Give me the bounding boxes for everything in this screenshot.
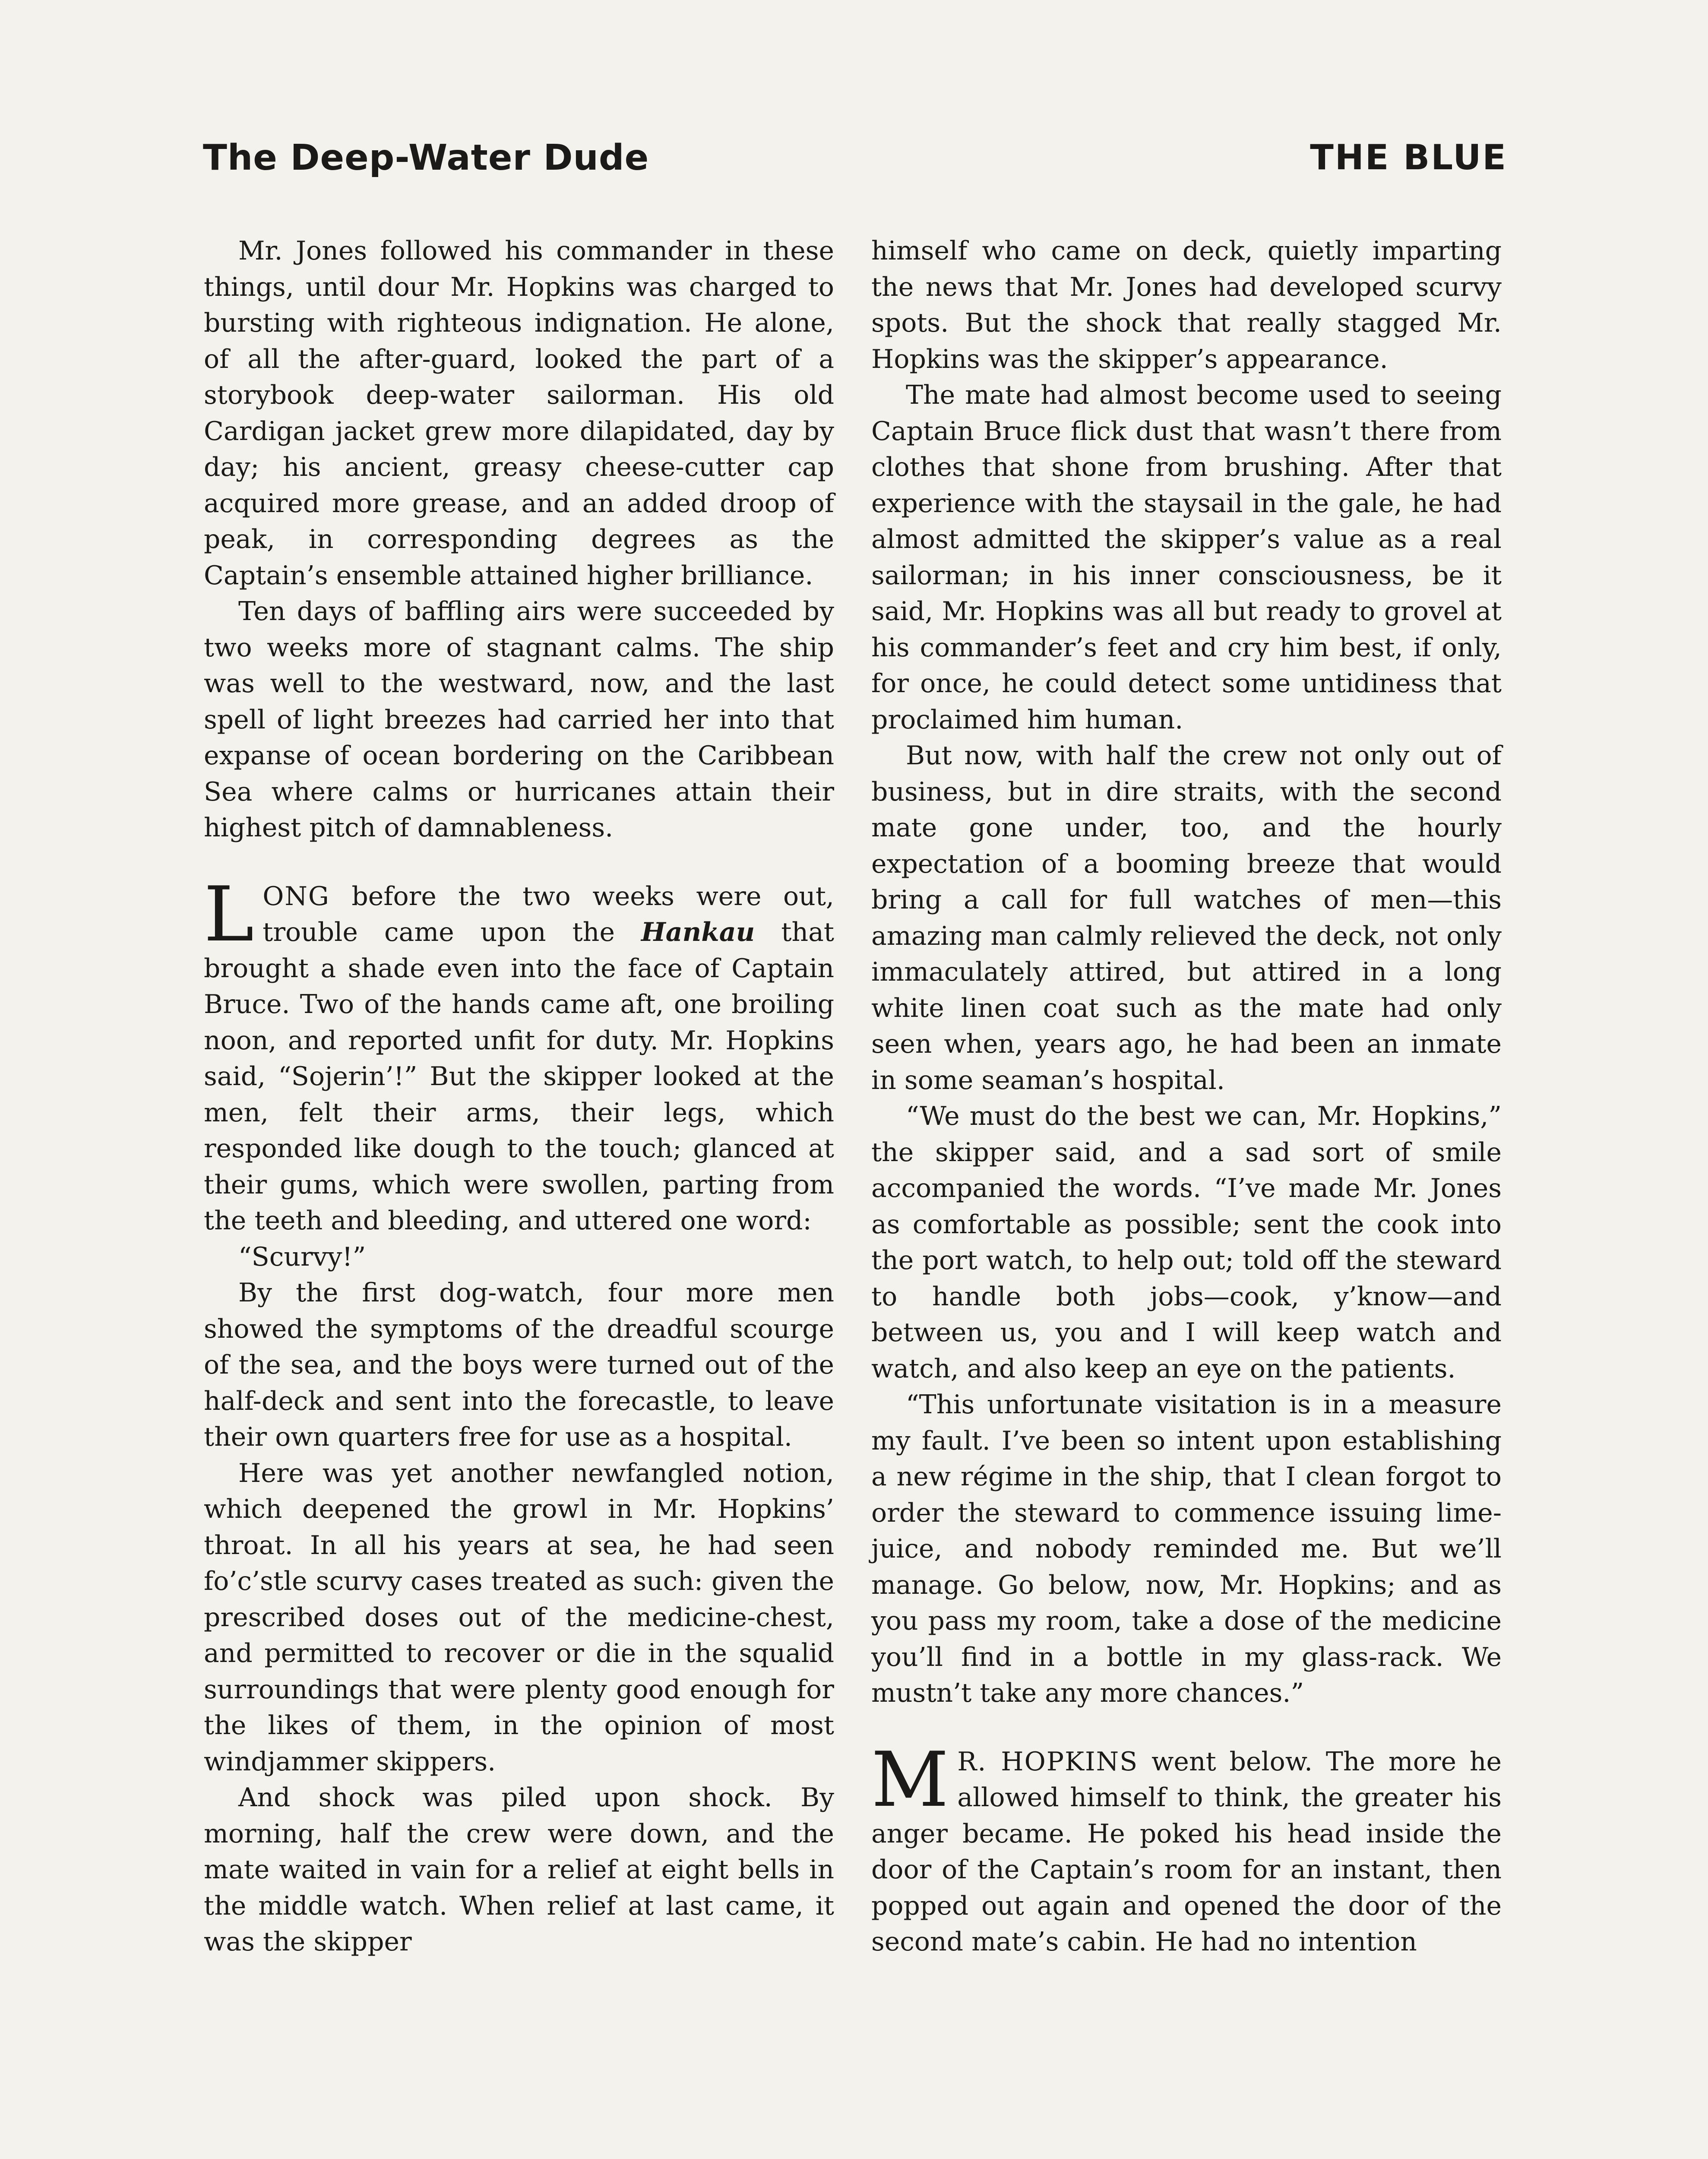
left-column (204, 233, 834, 1960)
paragraph-text: went below. The more he allowed himself to think, the greater his anger became. He poked his head inside the door of the Captain’s room for an instant, then popped out again and opened the door of the second mate’s cabin. He had no intention (871, 1746, 1502, 1957)
paragraph: Here was yet another newfangled notion, which deepened the growl in Mr. Hopkins’ throat. In all his years at sea, he had seen fo’c’stle scurvy cases treated as such: given the prescribed doses out of the medicine-chest, and permitted to recover or die in the squalid surroundings that were plenty good enough for the likes of them, in the opinion of most windjammer skippers. (204, 1458, 834, 1777)
paragraph: The mate had almost become used to seeing Captain Bruce flick dust that wasn’t there from clothes that shone from brushing. After that experience with the staysail in the gale, he had almost admitted the skipper’s value as a real sailorman; in his inner consciousness, be it said, Mr. Hopkins was all but ready to grovel at his commander’s feet and cry him best, if only, for once, he could detect some untidiness that proclaimed him human. (871, 380, 1502, 735)
story-title: The Deep-Water Dude (203, 137, 649, 178)
section-opening-paragraph (204, 871, 834, 1239)
drop-cap: M (871, 1736, 949, 1824)
paragraph: “We must do the best we can, Mr. Hopkins,” the skipper said, and a sad sort of smile accompanied the words. “I’ve made Mr. Jones as comfortable as possible; sent the cook into the port watch, to help out; told off the steward to handle both jobs—cook, y’know—and between us, you and I will keep watch and watch, and also keep an eye on the patients. (871, 1101, 1502, 1384)
paragraph: Mr. Jones followed his commander in these things, until dour Mr. Hopkins was charged to bursting with righteous indignation. He alone, of all the after-guard, looked the part of a storybook deep-water sailorman. His old Cardigan jacket grew more dilapidated, day by day; his ancient, greasy cheese-cutter cap acquired more grease, and an added droop of peak, in corresponding degrees as the Captain’s ensemble attained higher brilliance. (204, 236, 834, 591)
section-opening-paragraph (871, 1736, 1502, 1960)
drop-cap: L (204, 871, 254, 959)
running-head (0, 137, 1708, 193)
paragraph: himself who came on deck, quietly imparting the news that Mr. Jones had developed scurvy spots. But the shock that really stagged Mr. Hopkins was the skipper’s appearance. (871, 236, 1502, 374)
paragraph: By the first dog-watch, four more men showed the symptoms of the dreadful scourge of the sea, and the boys were turned out of the half-deck and sent into the forecastle, to leave their own quarters free for use as a hospital. (204, 1278, 834, 1452)
ship-name: Hankau (641, 917, 755, 947)
magazine-title: THE BLUE (1310, 137, 1507, 177)
paragraph: “Scurvy!” (238, 1241, 366, 1272)
paragraph-text: before the two weeks were out, trouble came upon the (263, 881, 834, 947)
paragraph: Ten days of baffling airs were succeeded by two weeks more of stagnant calms. The ship was well to the westward, now, and the last spell of light breezes had carried her into that expanse of ocean bordering on the Caribbean Sea where calms or hurricanes attain their highest pitch of damnableness. (204, 596, 834, 843)
lead-in-caps: ONG (263, 881, 330, 912)
paragraph-text: that brought a shade even into the face of Captain Bruce. Two of the hands came aft, one broiling noon, and reported unfit for duty. Mr. Hopkins said, “Sojerin’!” But the skipper looked at the men, felt their arms, their legs, which responded like dough to the touch; glanced at their gums, which were swollen, parting from the teeth and bleeding, and uttered one word: (204, 917, 834, 1236)
paragraph: “This unfortunate visitation is in a measure my fault. I’ve been so intent upon establishing a new régime in the ship, that I clean forgot to order the steward to commence issuing lime-juice, and nobody reminded me. But we’ll manage. Go below, now, Mr. Hopkins; and as you pass my room, take a dose of the medicine you’ll find in a bottle in my glass-rack. We mustn’t take any more chances.” (871, 1390, 1502, 1708)
paragraph: But now, with half the crew not only out of business, but in dire straits, with the second mate gone under, too, and the hourly expectation of a booming breeze that would bring a call for full watches of men—this amazing man calmly relieved the deck, not only immaculately attired, but attired in a long white linen coat such as the mate had only seen when, years ago, he had been an inmate in some seaman’s hospital. (871, 741, 1502, 1095)
right-column (871, 233, 1502, 1960)
paragraph: And shock was piled upon shock. By morning, half the crew were down, and the mate waited in vain for a relief at eight bells in the middle watch. When relief at last came, it was the skipper (204, 1782, 834, 1957)
lead-in-caps: R. HOPKINS (957, 1746, 1139, 1777)
